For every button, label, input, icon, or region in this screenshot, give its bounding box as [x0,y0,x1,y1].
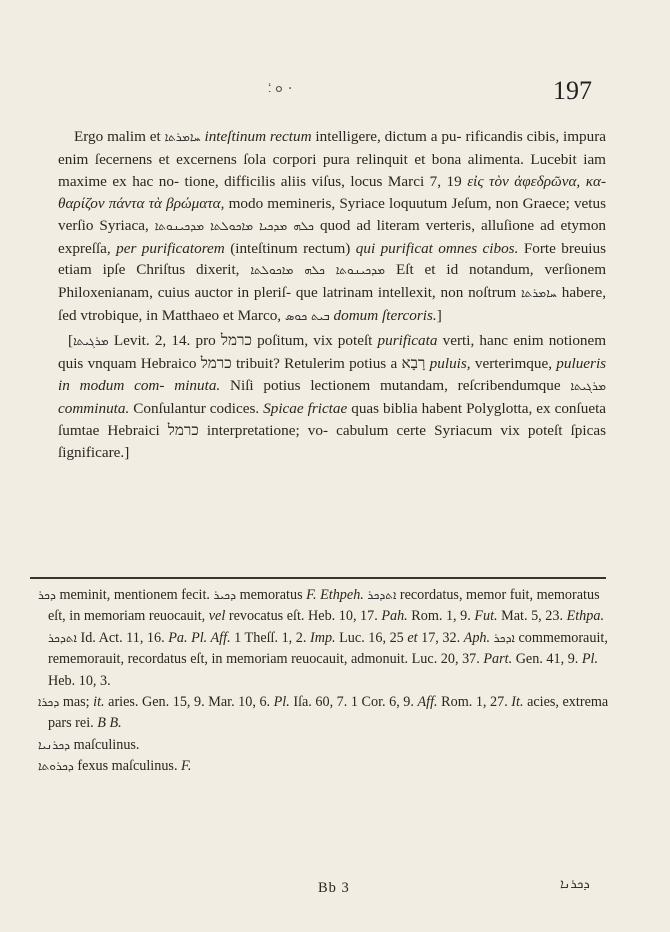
text: 17, 32. [421,629,461,646]
syriac-word: ܕܟܝܪ [213,588,237,602]
text: Rom. 1, 27. [441,694,508,711]
text: Id. Act. 11, 16. [80,629,165,646]
catchword: ܕܟܪܢܐ [560,877,590,892]
italic-text: vel [208,608,226,625]
text: intelligere, dictum a pu- [315,128,462,145]
lexicon-entry [38,735,610,756]
text: habere, ſed vtrobique, [58,284,606,325]
hebrew-word: כרמל [200,355,232,373]
text: revocatus eſt. Heb. 10, 17. [228,608,378,625]
text: cabulum certe Syriacum vix poteſt ſpicas ſignificare.] [58,421,606,461]
text: recordatus, memor fuit, memoratus eſt, in memoriam reuocauit, [48,587,600,625]
syriac-word: ܒܝܬ ܟܘܣ [284,309,330,324]
syriac-headword: ܕܟܪܐ [38,695,60,710]
main-text [58,126,606,464]
lexicon-section [38,585,610,778]
text: pura relinquit et bona alimenta. Lucebit iam maxime ex hac no- [58,150,606,190]
italic-text: qui purificat omnes cibos. [355,239,519,257]
italic-text: Pah. [381,608,408,625]
text: quas biblia habent [351,399,463,417]
text: Heb. 10, 3. [48,672,111,689]
text: Conſulantur codices. [133,399,260,417]
text: [ [68,332,74,350]
italic-text: inteſtinum rectum [204,128,312,145]
syriac-headword: ܕܟܪ [38,588,56,602]
syriac-word: ܐܕܟܪ [493,630,515,645]
lexicon-entry [38,756,610,777]
text: breuius etiam ipſe Chriſtus dixerit, [58,239,607,279]
italic-text: it. [93,694,105,711]
text: acies, extrema pars rei. [48,694,609,732]
signature-mark: Bb 3 [318,880,350,896]
text: et id notandum, verſionem Philoxenianam, cuius auctor in pleriſ- [58,261,607,302]
text: Niſi potius lectionem mutandam, reſcribendumque [230,376,561,394]
syriac-word: ܡܪܓܝܬܐ [73,334,109,349]
syriac-word: ܐܬܕܟܪ [367,588,397,602]
italic-text: Pl. [581,651,599,668]
italic-text: Pl. [273,694,290,711]
italic-text: Fut. [474,608,498,625]
text: commemorauit, rememorauit, recordatus eſt, in [48,629,608,668]
text: memoratus [239,587,303,603]
text: Eſt [395,261,414,279]
hebrew-word: רָבָא [401,355,426,373]
italic-text: domum ſtercoris. [333,307,437,325]
hebrew-word: כרמל [220,332,252,350]
italic-text: Aff. [417,694,438,711]
text: (inteſtinum rectum) [230,239,351,257]
syriac-headword: ܕܟܪܘܬܐ [38,759,74,774]
text: Ergo malim et [74,128,161,145]
text: fexus maſculinus. [77,758,178,775]
syriac-word: ܟܠܗ ܡܕܟܝܐ ܡܐܟܘܠܬܐ [210,218,314,233]
italic-text: It. [511,694,524,711]
text: modo memineris, Syriace loquutum [228,194,448,212]
text: verti, hanc enim notionem quis vnquam Hebraico [58,332,607,373]
italic-text: minuta. [174,376,221,394]
syriac-word: ܚܐܡܪܬܐ [520,286,557,301]
text: quod ad literam verteris, alluſione ad etymon expreſſa, [58,216,607,257]
italic-text: per purificatorem [116,239,225,257]
italic-text: pulueris in modum com- [58,355,607,394]
text: poſitum, vix poteſt [257,332,373,350]
italic-text: Pa. Pl. Aff. [168,629,231,646]
text: Iſa. 60, 7. 1 Cor. 6, 9. [293,694,414,711]
syriac-word: ܡܕܟܝܢܘܬܐ ܟܠܗ ܡܐܟܘܠܬܐ [250,263,386,278]
syriac-word: ܚܐܡܪܬܐ [164,130,201,144]
text: maſculinus. [73,736,140,753]
text: ] [436,307,442,325]
italic-text: Part. [483,651,513,668]
text: verterimque, [474,355,553,373]
text: rificandis cibis, impura enim ſecernens et excernens ſola corpori [58,128,607,168]
italic-text: Aph. [463,629,491,646]
italic-text: Ethpa. [566,608,604,625]
page-number: 197 [553,76,592,105]
lexicon-entry [38,585,610,692]
italic-text: et [407,629,418,646]
italic-text: comminuta. [58,399,130,417]
text: aries. Gen. 15, 9. Mar. 10, 6. [108,694,271,711]
text: Mat. 5, 23. [501,608,564,625]
text: que latrinam intellexit, non noſtrum [295,284,517,302]
text: in Matthaeo et Marco, [146,307,282,325]
text: interpretatione; vo- [206,421,329,439]
text: tione, difficilis aliis viſus, locus Marci 7, 19 [184,172,462,190]
paragraph-2 [58,330,606,463]
italic-text: Spicae frictae [263,399,348,417]
italic-text: Imp. [309,629,336,646]
italic-text: B B. [97,715,122,732]
text: meminit, mentionem fecit. [59,587,210,603]
syriac-word: ܡܪܓܝܬܐ [570,378,606,393]
italic-text: puluis, [429,355,471,373]
syriac-word: ܐܬܕܟܪ [48,630,77,645]
text: 1 Theſſ. 1, 2. [234,629,307,646]
text: Jeſum, non Graece; vetus verſio Syriaca, [58,194,607,234]
text: Levit. 2, 14. pro [113,332,216,350]
text: mas; [62,694,90,711]
text: Gen. 41, 9. [515,651,579,668]
greek-text: εἰς τὸν ἀφεδρῶνα, κα- [467,172,607,190]
syriac-word: ܡܕܟܝܢܘܬܐ [154,218,205,233]
italic-text: F. Ethpeh. [306,587,364,603]
text: Retulerim potius a [284,355,398,373]
text: Luc. 16, 25 [339,629,404,646]
text: Forte [523,239,556,257]
text: Rom. 1, 9. [411,608,471,625]
italic-text: purificata [377,332,438,350]
greek-text: θαρίζον πάντα τὰ βρώματα, [58,194,225,212]
syriac-headword: ܕܟܪܢܝܐ [38,737,71,752]
header-ornament: ٠ ܘ ؛ [268,81,294,96]
text: memoriam reuocauit, admonuit. Luc. 20, 37. [226,651,480,668]
text: Polyglotta, ex conſueta ſumtae Hebraici [58,399,607,439]
section-divider [30,577,606,579]
text: tribuit? [235,355,280,373]
paragraph-1 [58,126,606,328]
italic-text: F. [181,758,192,775]
lexicon-entry [38,692,610,735]
hebrew-word: כרמל [167,421,199,439]
